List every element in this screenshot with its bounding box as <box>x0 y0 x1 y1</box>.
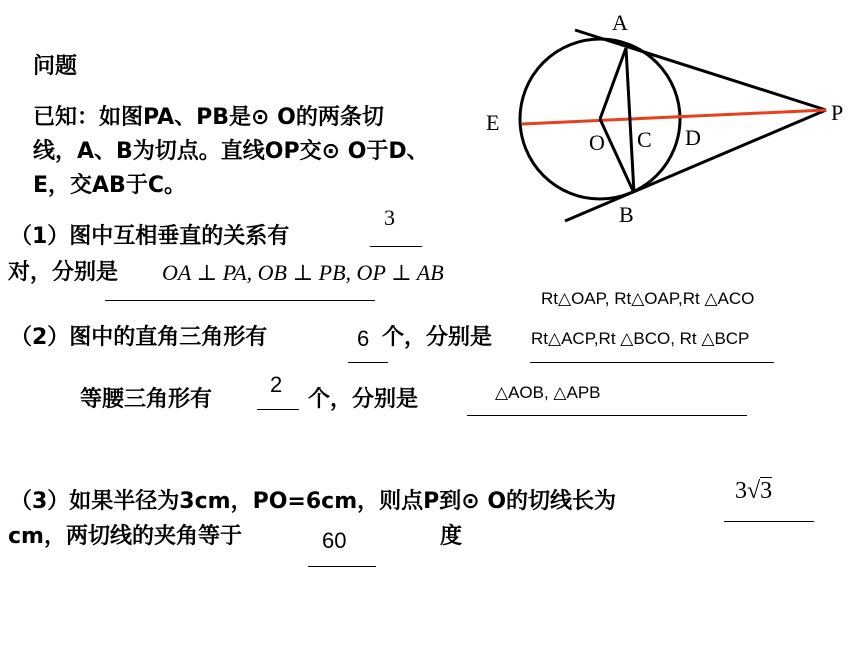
q2-answer-count: 6 <box>357 326 370 351</box>
label-p: P <box>831 100 844 125</box>
label-b: B <box>619 202 634 227</box>
q3-length-blank <box>724 521 814 522</box>
q2-text-c: 等腰三角形有 <box>80 387 213 412</box>
q3-text-a: （3）如果半径为3cm，PO=6cm，则点P到⊙ O的切线长为 <box>10 489 617 514</box>
q3-text-b: cm，两切线的夹角等于 <box>8 524 242 549</box>
q3-answer-coef: 3 <box>735 478 747 504</box>
q2-iso-list-blank <box>467 415 747 416</box>
q2-text-b: 个，分别是 <box>382 325 493 350</box>
q2-answer-line-2: Rt△ACP,Rt △BCO, Rt △BCP <box>531 329 750 348</box>
q2-list-blank <box>530 362 774 363</box>
sqrt-symbol: √ <box>747 478 761 504</box>
q2-text-d: 个，分别是 <box>308 387 419 412</box>
radius-oa <box>600 48 626 119</box>
label-e: E <box>486 110 500 135</box>
tangent-circle-diagram <box>470 0 860 235</box>
label-c: C <box>637 127 652 152</box>
label-a: A <box>612 10 628 35</box>
label-o: O <box>589 130 605 155</box>
q1-count-blank <box>370 246 422 247</box>
q3-answer-length <box>735 478 772 505</box>
q3-answer-radicand: 3 <box>760 478 773 504</box>
heading: 问题 <box>33 54 78 79</box>
given-line-1: 已知：如图PA、PB是⊙ O的两条切 <box>33 105 384 130</box>
q2-text-a: （2）图中的直角三角形有 <box>10 325 268 350</box>
given-line-2: 线，A、B为切点。直线OP交⊙ O于D、 <box>33 139 429 164</box>
q2-iso-count-blank <box>257 409 299 410</box>
q3-text-c: 度 <box>440 524 463 549</box>
q2-iso-count: 2 <box>270 372 283 397</box>
q2-iso-list: △AOB, △APB <box>495 383 601 402</box>
q1-text-a: （1）图中互相垂直的关系有 <box>10 224 290 249</box>
q1-answer-count: 3 <box>384 205 395 230</box>
given-line-3: E，交AB于C。 <box>33 173 186 198</box>
radius-ob <box>600 119 634 193</box>
q2-count-blank <box>348 362 388 363</box>
q1-list-blank <box>105 300 375 301</box>
line-op <box>522 110 826 124</box>
q3-answer-angle: 60 <box>322 528 347 553</box>
q1-answer-list: OA ⊥ PA, OB ⊥ PB, OP ⊥ AB <box>162 260 444 285</box>
q1-text-b: 对，分别是 <box>8 260 119 285</box>
tangent-pa <box>575 30 826 110</box>
q2-answer-line-1: Rt△OAP, Rt△OAP,Rt △ACO <box>541 289 755 308</box>
q3-angle-blank <box>308 566 376 567</box>
label-d: D <box>685 125 701 150</box>
